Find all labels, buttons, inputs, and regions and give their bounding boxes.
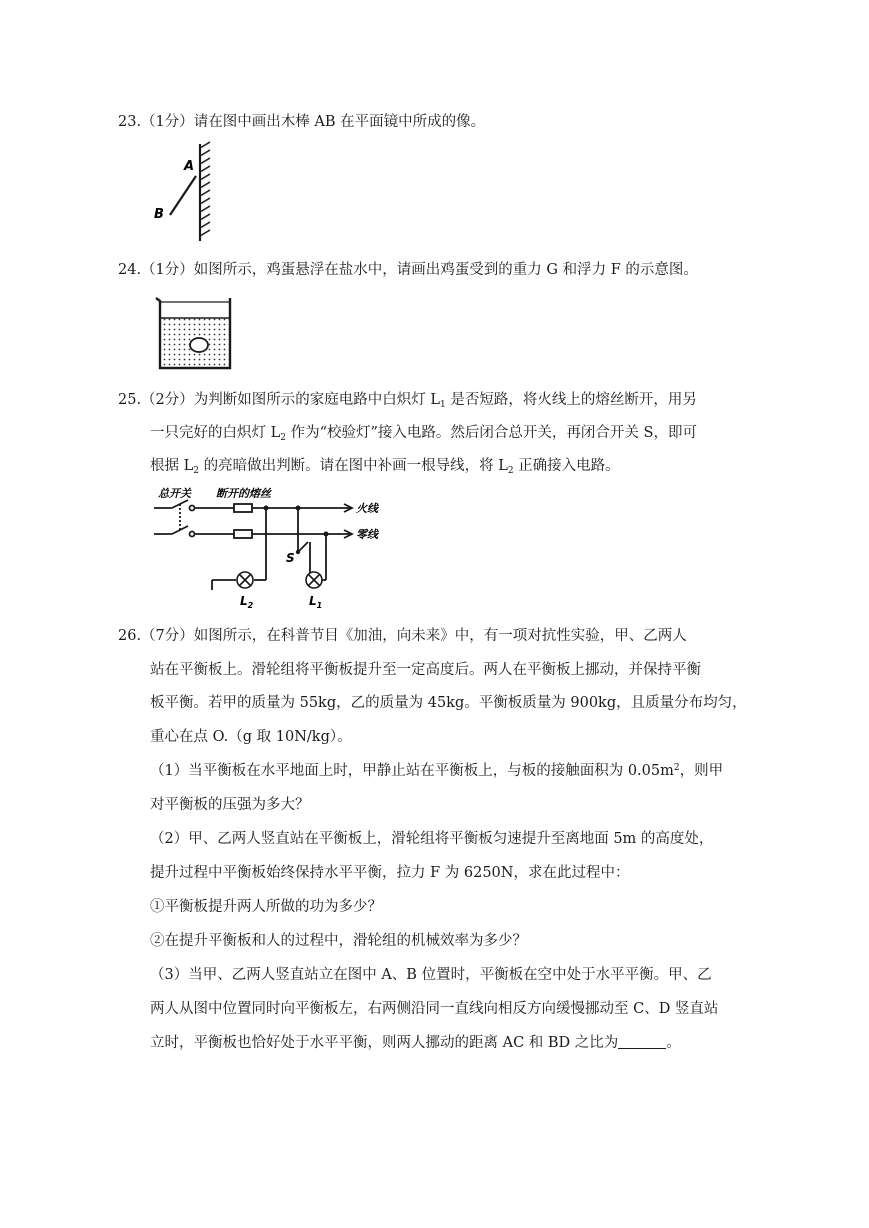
label-lamp-l1: $L_1$ [309,594,323,608]
label-main-switch: 总开关 [158,487,191,500]
q23-mirror-figure [148,140,218,244]
q23-text: 23.（1分）请在图中画出木棒 AB 在平面镜中所成的像。 [118,114,486,130]
label-switch-s: S [286,551,295,565]
q26-part1-line1: （1）当平衡板在水平地面上时，甲静止站在平衡板上，与板的接触面积为 $0.05m^2$，则甲 [150,763,724,779]
q26-line1: 26.（7分）如图所示，在科普节目《加油，向未来》中，有一项对抗性实验，甲、乙两人 [118,628,687,644]
label-b: B [154,207,164,222]
q26-line2: 站在平衡板上。滑轮组将平衡板提升至一定高度后。两人在平衡板上挪动，并保持平衡 [150,662,701,678]
q25-line3: 根据 $L_2$ 的亮暗做出判断。请在图中补画一根导线，将 $L_2$ 正确接入电路。 [150,458,620,476]
label-broken-fuse: 断开的熔丝 [216,487,271,500]
q26-line3: 板平衡。若甲的质量为 55kg，乙的质量为 45kg。平衡板质量为 900kg，且质量分布均匀， [150,695,747,711]
q26-part2-sub1: ①平衡板提升两人所做的功为多少？ [150,899,382,915]
label-neutral-wire: 零线 [356,528,378,541]
q26-line4: 重心在点 O.（g 取 10N/kg）。 [150,729,352,745]
label-a: A [184,159,195,174]
egg [190,338,208,352]
label-live-wire: 火线 [356,502,378,515]
q24-text: 24.（1分）如图所示，鸡蛋悬浮在盐水中，请画出鸡蛋受到的重力 G 和浮力 F 的示意图。 [118,262,698,278]
q26-part1-line2: 对平衡板的压强为多大？ [150,797,310,813]
q24-beaker-figure [152,292,238,374]
broken-fuse [234,504,252,512]
q26-part3-line2: 两人从图中位置同时向平衡板左，右两侧沿同一直线向相反方向缓慢挪动至 C、D 竖直站 [150,1001,719,1017]
q25-circuit-figure [150,484,400,608]
answer-blank[interactable] [618,1034,666,1049]
mirror-hatching [200,142,210,236]
wooden-stick-ab [170,176,196,215]
q26-part3-line3: 立时，平衡板也恰好处于水平平衡，则两人挪动的距离 AC 和 BD 之比为 。 [150,1035,681,1051]
q25-line1: 25.（2分）为判断如图所示的家庭电路中白炽灯 $L_1$ 是否短路，将火线上的熔丝断开，用另 [118,392,697,410]
q26-part3-line1: （3）当甲、乙两人竖直站立在图中 A、B 位置时，平衡板在空中处于水平平衡。甲、乙 [150,967,712,983]
q26-part2-sub2: ②在提升平衡板和人的过程中，滑轮组的机械效率为多少？ [150,933,527,949]
q25-line2: 一只完好的白炽灯 $L_2$ 作为“校验灯”接入电路。然后闭合总开关，再闭合开关 S，即可 [150,425,697,443]
neutral-fuse [234,530,252,538]
q26-part2-line2: 提升过程中平衡板始终保持水平平衡，拉力 F 为 6250N，求在此过程中： [150,865,630,881]
q26-part2-line1: （2）甲、乙两人竖直站在平衡板上，滑轮组将平衡板匀速提升至离地面 5m 的高度处， [150,831,714,847]
label-lamp-l2: $L_2$ [240,594,254,608]
